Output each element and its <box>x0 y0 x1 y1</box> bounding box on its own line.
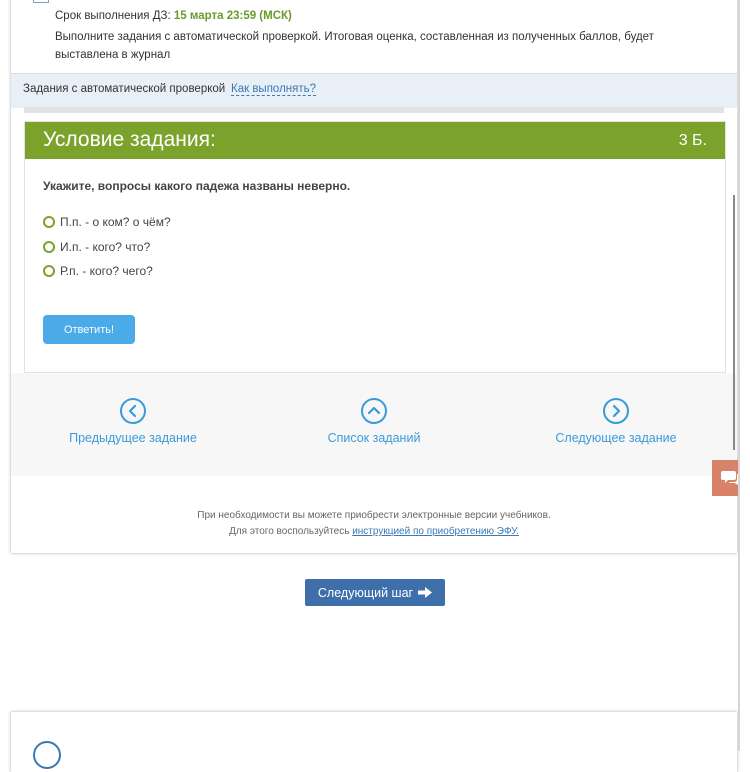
answer-option-label: П.п. - о ком? о чём? <box>60 215 171 229</box>
scrollbar[interactable] <box>733 195 735 450</box>
homework-card <box>11 0 737 553</box>
auto-check-bar <box>11 73 737 108</box>
radio-button[interactable] <box>43 241 55 253</box>
next-card <box>11 712 737 772</box>
deadline-label: Срок выполнения ДЗ: <box>55 10 174 22</box>
task-question: Укажите, вопросы какого падежа названы неверно. <box>43 179 351 193</box>
answer-option-2[interactable] <box>43 240 150 254</box>
answer-option-3[interactable] <box>43 264 153 278</box>
homework-description: Выполните задания с автоматической проверкой. Итоговая оценка, составленная из полученных баллов, будет выставлена в журнал <box>55 31 654 61</box>
task-box <box>24 121 726 373</box>
how-to-complete-link[interactable]: Как выполнять? <box>231 83 317 95</box>
page-right-border <box>738 0 740 751</box>
radio-button[interactable] <box>43 216 55 228</box>
next-step-label: Следующий шаг <box>317 585 414 600</box>
next-task-label[interactable]: Следующее задание <box>555 431 677 445</box>
auto-check-label: Задания с автоматической проверкой <box>23 83 226 95</box>
task-header <box>25 122 725 159</box>
arrow-right-icon <box>418 587 432 598</box>
circle-icon <box>33 741 61 769</box>
footer-line-2-prefix: Для этого воспользуйтесь <box>229 526 353 537</box>
chevron-left-circle-icon[interactable] <box>120 398 146 424</box>
chevron-up-circle-icon[interactable] <box>361 398 387 424</box>
deadline-value: 15 марта 23:59 (МСК) <box>173 10 292 22</box>
prev-task-label[interactable]: Предыдущее задание <box>69 431 197 445</box>
task-list-link[interactable] <box>274 398 474 445</box>
footer-line-2 <box>11 524 737 540</box>
answer-option-label: Р.п. - кого? чего? <box>60 264 153 278</box>
chevron-right-circle-icon[interactable] <box>603 398 629 424</box>
answer-option-1[interactable] <box>43 215 171 229</box>
task-header-title: Условие задания: <box>43 128 216 151</box>
next-step-button[interactable] <box>305 579 445 606</box>
homework-deadline <box>55 10 292 22</box>
prev-task-link[interactable] <box>33 398 233 445</box>
task-list-label[interactable]: Список заданий <box>327 431 421 445</box>
task-navigation <box>11 373 737 476</box>
efu-instruction-link[interactable]: инструкцией по приобретению ЭФУ. <box>352 526 519 537</box>
radio-button[interactable] <box>43 265 55 277</box>
footer-note <box>11 508 737 540</box>
submit-answer-button[interactable]: Ответить! <box>43 315 135 344</box>
next-task-link[interactable] <box>516 398 716 445</box>
homework-icon <box>33 0 49 3</box>
answer-option-label: И.п. - кого? что? <box>60 240 151 254</box>
footer-line-1: При необходимости вы можете приобрести электронные версии учебников. <box>197 510 551 521</box>
divider-strip <box>24 107 724 113</box>
task-points: 3 Б. <box>678 132 707 149</box>
